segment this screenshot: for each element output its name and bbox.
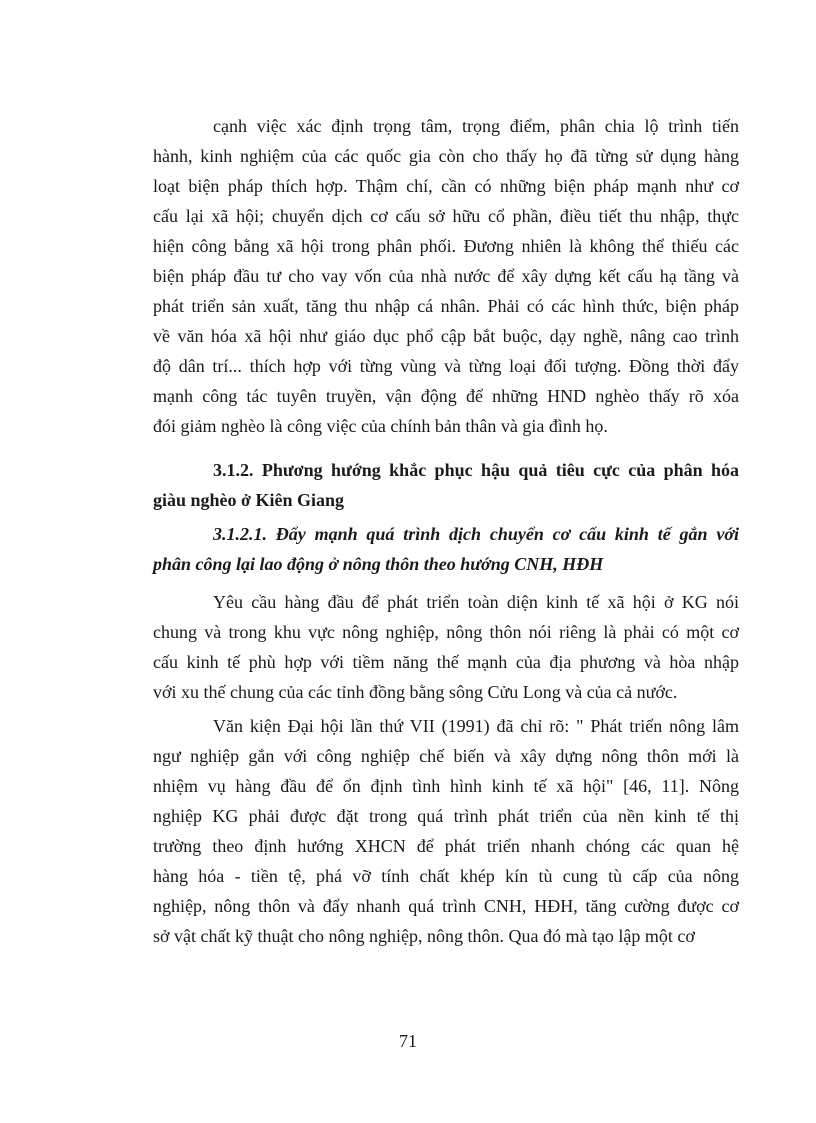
text-line: sở vật chất kỹ thuật cho nông nghiệp, nông thôn. Qua đó mà tạo lập một cơ [153, 926, 695, 946]
text-line: về văn hóa xã hội như giáo dục phổ cập bắt buộc, dạy nghề, nâng cao trình [153, 326, 739, 346]
text-line: hàng hóa - tiền tệ, phá vỡ tính chất khép kín tù cung tù cấp của nông [153, 866, 739, 886]
text-line: với xu thế chung của các tỉnh đồng bằng sông Cửu Long và của cả nước. [153, 682, 678, 702]
text-line: cấu lại xã hội; chuyển dịch cơ cấu sở hữu cổ phần, điều tiết thu nhập, thực [153, 206, 739, 226]
text-line: cấu kinh tế phù hợp với tiềm năng thế mạnh của địa phương và hòa nhập [153, 652, 739, 672]
section-heading-3-1-2 [153, 455, 739, 515]
heading-line: 3.1.2.1. Đẩy mạnh quá trình dịch chuyển cơ cấu kinh tế gắn với [213, 524, 739, 544]
heading-line: 3.1.2. Phương hướng khắc phục hậu quả tiêu cực của phân hóa [213, 460, 739, 480]
text-line: phát triển sản xuất, tăng thu nhập cá nhân. Phải có các hình thức, biện pháp [153, 296, 739, 316]
text-line: nghiệp KG phải được đặt trong quá trình phát triển của nền kinh tế thị [153, 806, 739, 826]
text-line: chung và trong khu vực nông nghiệp, nông thôn nói riêng là phải có một cơ [153, 622, 739, 642]
text-line: hiện công bằng xã hội trong phân phối. Đương nhiên là không thể thiếu các [153, 236, 739, 256]
body-paragraph-1 [153, 111, 739, 441]
text-line: độ dân trí... thích hợp với từng vùng và từng loại đối tượng. Đồng thời đẩy [153, 356, 739, 376]
body-paragraph-2 [153, 587, 739, 707]
text-line: nghiệp, nông thôn và đẩy nhanh quá trình CNH, HĐH, tăng cường được cơ [153, 896, 739, 916]
text-line: hành, kinh nghiệm của các quốc gia còn cho thấy họ đã từng sử dụng hàng [153, 146, 739, 166]
heading-line: phân công lại lao động ở nông thôn theo hướng CNH, HĐH [153, 554, 604, 574]
text-line: Yêu cầu hàng đầu để phát triển toàn diện kinh tế xã hội ở KG nói [213, 592, 739, 612]
text-line: cạnh việc xác định trọng tâm, trọng điểm, phân chia lộ trình tiến [213, 116, 739, 136]
text-line: nhiệm vụ hàng đầu để ổn định tình hình kinh tế xã hội" [46, 11]. Nông [153, 776, 739, 796]
text-line: loạt biện pháp thích hợp. Thậm chí, cần có những biện pháp mạnh như cơ [153, 176, 739, 196]
body-paragraph-3 [153, 711, 739, 951]
text-line: ngư nghiệp gắn với công nghiệp chế biến và xây dựng nông thôn mới là [153, 746, 739, 766]
text-line: biện pháp đầu tư cho vay vốn của nhà nước để xây dựng kết cấu hạ tầng và [153, 266, 739, 286]
text-line: đói giảm nghèo là công việc của chính bản thân và gia đình họ. [153, 416, 608, 436]
heading-line: giàu nghèo ở Kiên Giang [153, 490, 345, 510]
subsection-heading-3-1-2-1 [153, 519, 739, 579]
page-number: 71 [399, 1031, 417, 1051]
text-line: trường theo định hướng XHCN để phát triển nhanh chóng các quan hệ [153, 836, 739, 856]
text-line: mạnh công tác tuyên truyền, vận động để những HND nghèo thấy rõ xóa [153, 386, 739, 406]
text-line: Văn kiện Đại hội lần thứ VII (1991) đã chỉ rõ: " Phát triển nông lâm [213, 716, 739, 736]
